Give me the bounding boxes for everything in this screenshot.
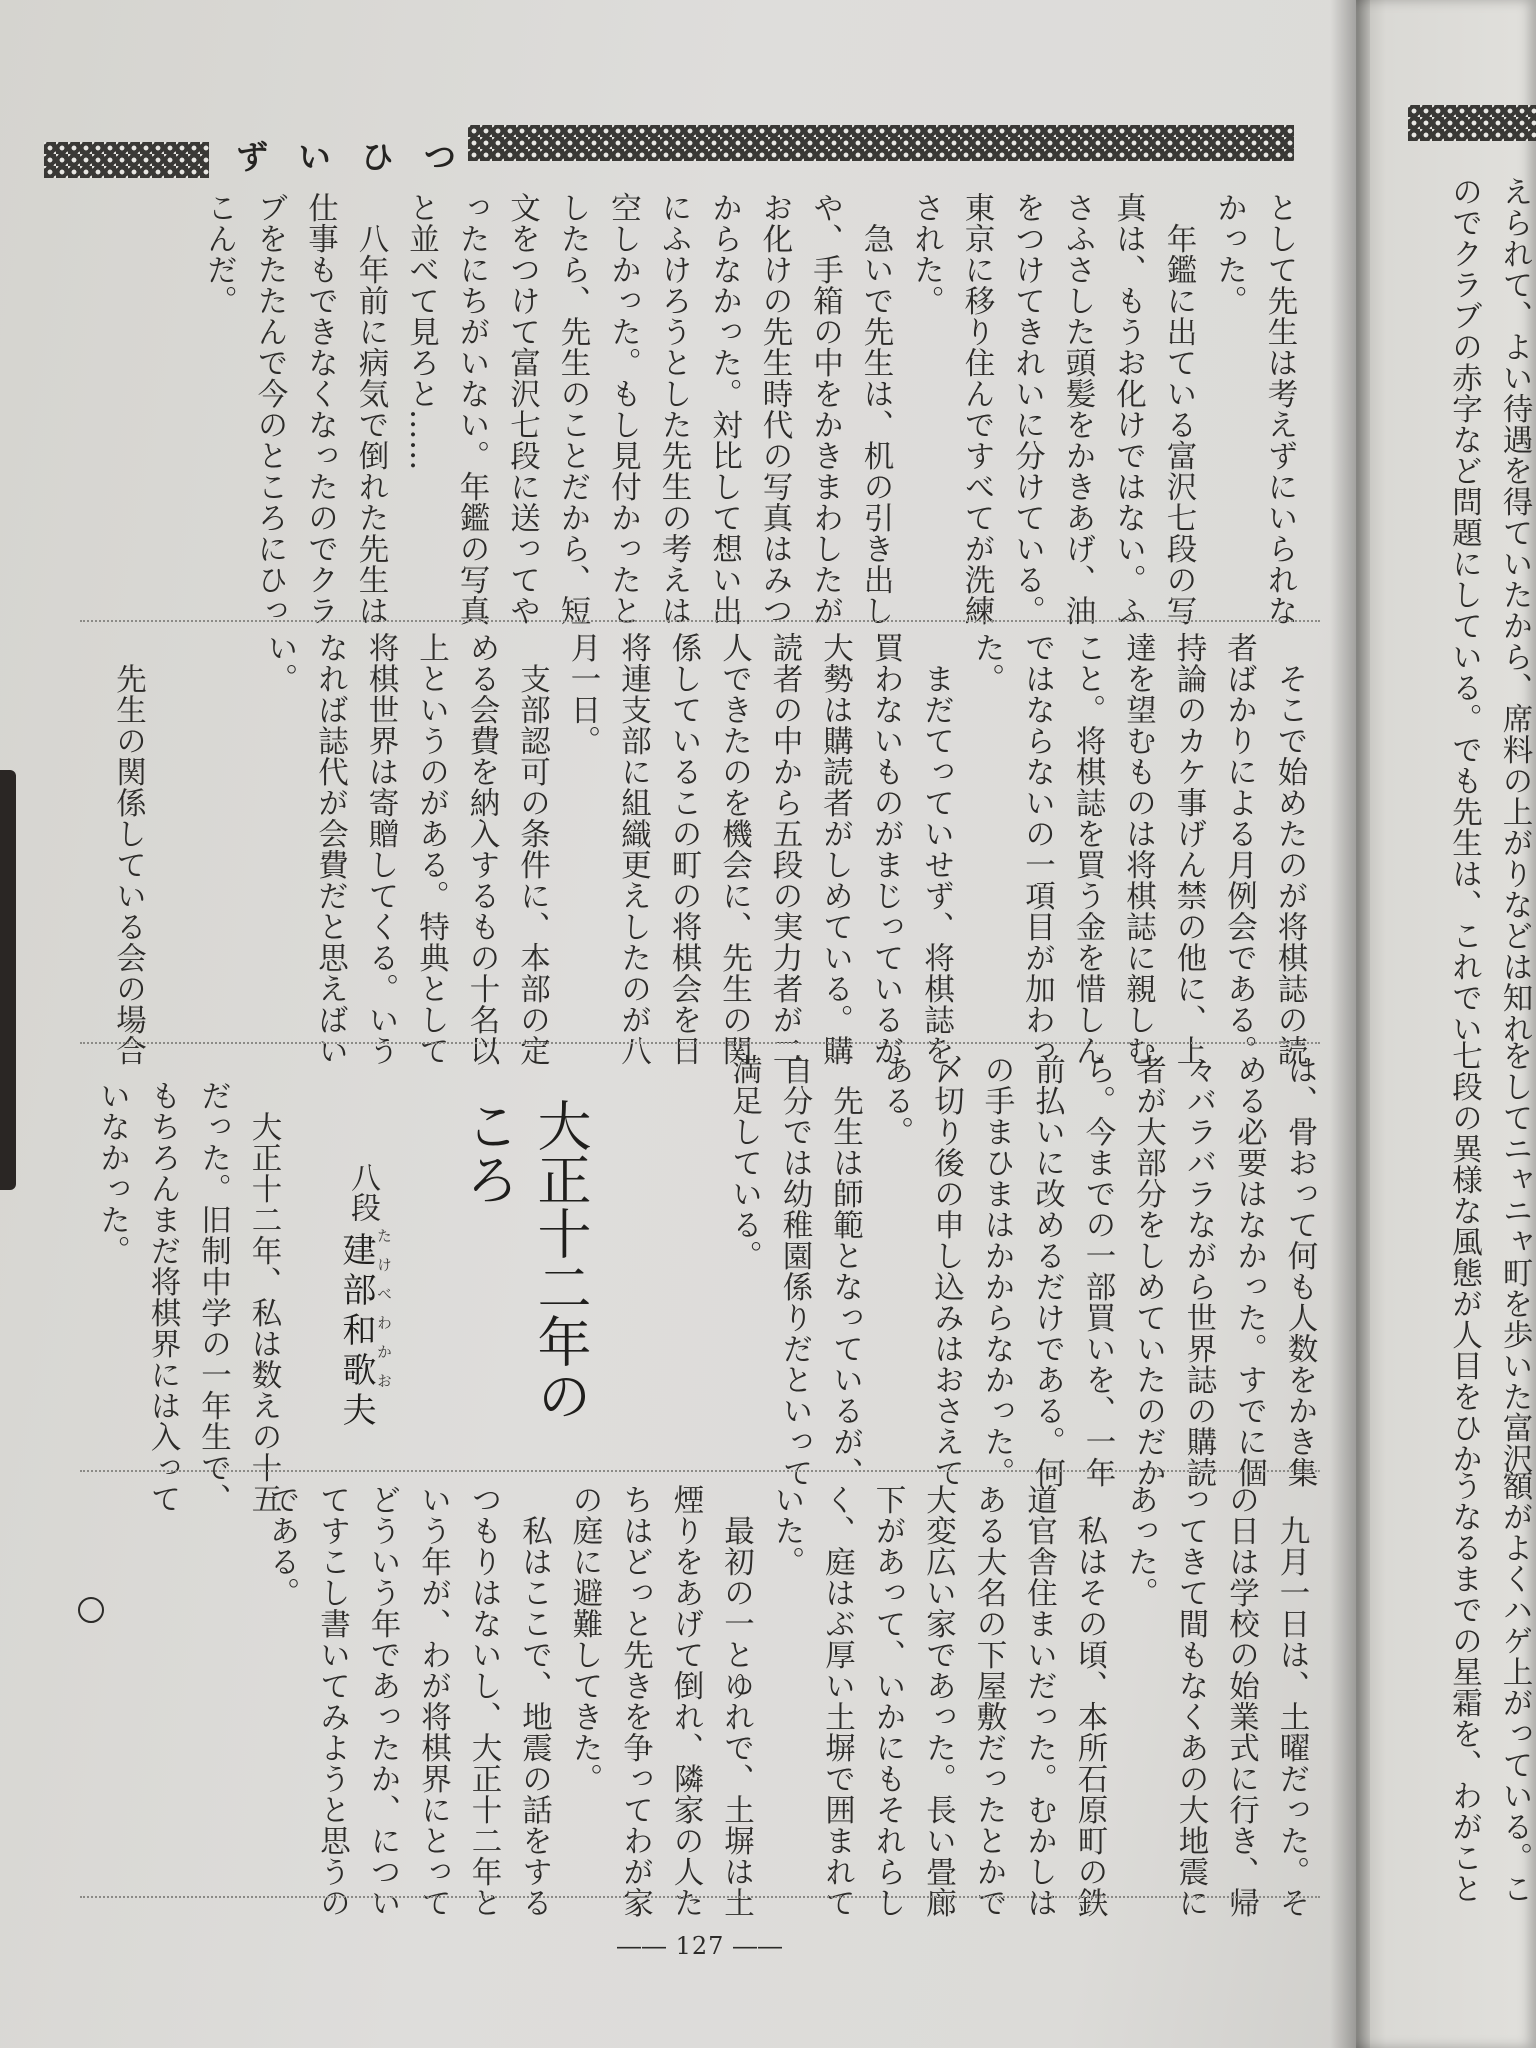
- divider-lower: [80, 1470, 1320, 1472]
- ornament-band-next-page: [1408, 105, 1536, 141]
- article-intro-text: 大正十二年、私は数えの十五 だった。旧制中学の一年生で、 もちろんまだ将棋界には入って いなかった。: [94, 1080, 281, 1514]
- essay-lower-block: は、骨おって何も人数をかき集 める必要はなかった。すでに個 々バラバラながら世界誌の購読 者が大部分をしめていたのだか ら。今までの一部買いを、一年 前払いに改めるだけである。何 の手まひまはかからなかった。 〆切り後の申し込みはおさえて ある。 先生は師範となっているが、 自分では幼稚園係りだといって 満足している。: [726, 1054, 1317, 1488]
- section-title: [236, 132, 456, 178]
- author-rank: 八段: [345, 1162, 380, 1222]
- divider-upper: [80, 620, 1320, 622]
- facing-page-text-bottom: 額がよくハゲ上がっている。こ うなるまでの星霜を、わがこと: [1446, 1470, 1532, 1904]
- article-body-block: 九月一日は、土曜だった。そ の日は学校の始業式に行き、帰 ってきて間もなくあの大地震に あった。 私はその頃、本所石原町の鉄 道官舎住まいだった。むかしは ある大名の下屋敷だったとかで 大変広い家であった。長い畳廊 下があって、いかにもそれらし く、庭はぶ厚い土塀で囲まれて いた。 最初の一とゆれで、土塀は土 煙りをあげて倒れ、隣家の人た ちはどっと先きを争ってわが家 の庭に避難してきた。 私はここで、地震の話をする つもりはないし、大正十二年と いう年が、わが将棋界にとって どういう年であったか、につい てすこし書いてみようと思うの である。: [264, 1484, 1309, 1918]
- end-mark: [78, 1597, 104, 1623]
- section-title-char: ひ: [361, 138, 394, 176]
- ornament-band-right: [468, 125, 1294, 161]
- facing-page-text-lower: をしてニャニャ町を歩いた富沢 七段の異様な風態が人目をひか: [1446, 1040, 1532, 1474]
- author-name-ruby: たけべわかお: [375, 1228, 393, 1402]
- author-name: 建部和歌夫: [336, 1232, 376, 1432]
- divider-bottom: [80, 1896, 1320, 1898]
- article-headline: 大正十二年の ころ: [457, 1098, 592, 1422]
- essay-middle-block: そこで始めたのが将棋誌の読 者ばかりによる月例会である。 持論のカケ事げん禁の他に、上 達を望むものは将棋誌に親しむ こと。将棋誌を買う金を惜しん ではならないの一項目が加わっ た。 まだてっていせず、将棋誌を 買わないものがまじっているが 大勢は購読者がしめている。購 読者の中から五段の実力者が二 人できたのを機会に、先生の関 係しているこの町の将棋会を日 将連支部に組織更えしたのが八 月一日。 支部認可の条件に、本部の定 める会費を納入するもの十名以 上というのがある。特典として 将棋世界は寄贈してくる。いう なれば誌代が会費だと思えばい い。 先生の関係している会の場合: [110, 632, 1307, 1066]
- section-title-char: い: [298, 138, 331, 176]
- facing-page-text-top: えられて、よい待遇を得ていた のでクラブの赤字など問題にし: [1446, 176, 1532, 610]
- divider-middle: [80, 1042, 1320, 1044]
- page-number: ―― 127 ――: [616, 1932, 784, 1960]
- ornament-band-left: [44, 142, 209, 178]
- section-title-char: ず: [236, 138, 269, 176]
- book-spine-shadow: [1330, 0, 1370, 2048]
- facing-page-text-mid: から、席料の上がりなどは知れ ている。でも先生は、これでい: [1446, 610, 1532, 1044]
- page-clip: [0, 770, 16, 1190]
- essay-upper-block: として先生は考えずにいられな かった。 年鑑に出ている富沢七段の写 真は、もうお化けではない。ふ さふさした頭髪をかきあげ、油 をつけてきれいに分けている。 東京に移り住んですべてが洗練 された。 急いで先生は、机の引き出し や、手箱の中をかきまわしたが お化けの先生時代の写真はみつ からなかった。対比して想い出 にふけろうとした先生の考えは 空しかった。もし見付かったと したら、先生のことだから、短 文をつけて富沢七段に送ってや ったにちがいない。年鑑の写真 と並べて見ろと…… 八年前に病気で倒れた先生は 仕事もできなくなったのでクラ ブをたたんで今のところにひっ こんだ。: [201, 192, 1297, 626]
- section-title-char: つ: [423, 138, 456, 176]
